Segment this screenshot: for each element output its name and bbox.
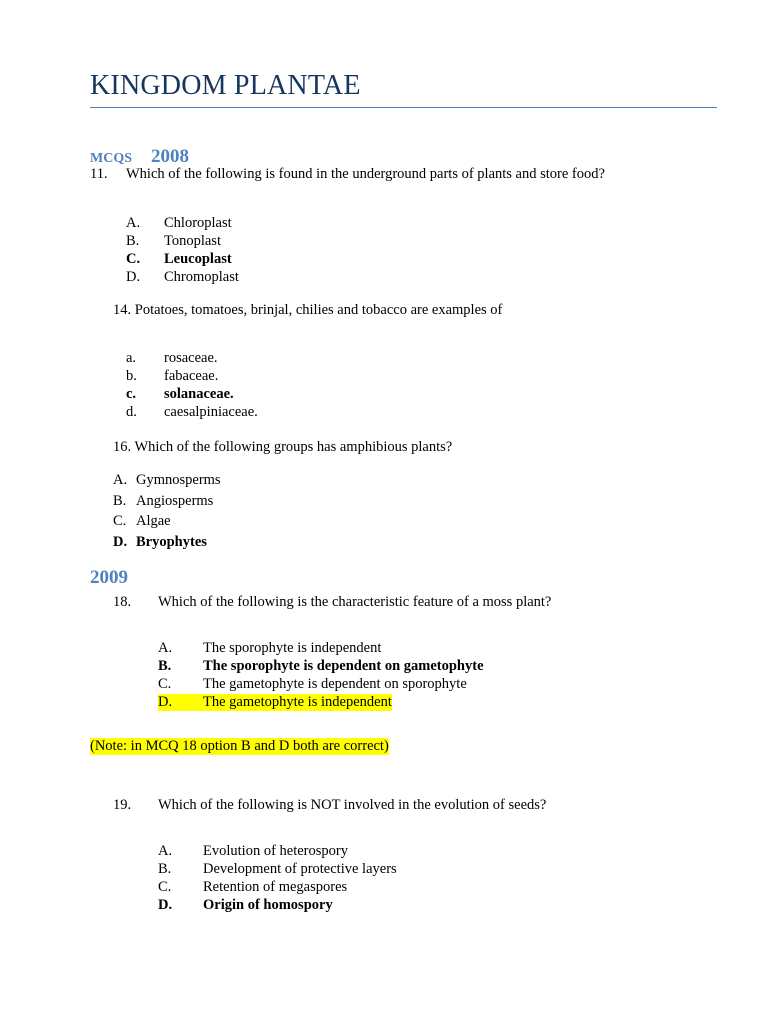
q16-option-b-text: Angiosperms (136, 493, 214, 509)
q19-option-c-text: Retention of megaspores (203, 879, 348, 895)
q19-option-a-letter: A. (158, 843, 173, 859)
q18-option-c-letter: C. (158, 676, 172, 692)
q19-option-d-text: Origin of homospory (203, 897, 333, 913)
q19-option-d-letter: D. (158, 897, 173, 913)
mcqs-label: MCQS (90, 151, 132, 166)
q16-option-a-text: Gymnosperms (136, 472, 221, 488)
question-18-number: 18. (113, 594, 132, 610)
q19-option-c-letter: C. (158, 879, 172, 895)
q19-option-b-letter: B. (158, 861, 172, 877)
q16-option-c-letter: C. (113, 513, 127, 529)
note-text: (Note: in MCQ 18 option B and D both are correct) (90, 738, 389, 754)
q11-option-b-letter: B. (126, 233, 140, 249)
q14-option-c-letter: c. (126, 386, 137, 402)
question-11-number: 11. (90, 166, 108, 182)
question-19-text: Which of the following is NOT involved in the evolution of seeds? (158, 797, 547, 813)
q11-option-b-text: Tonoplast (164, 233, 221, 249)
q18-option-b-letter: B. (158, 658, 172, 674)
question-14-text: 14. Potatoes, tomatoes, brinjal, chilies and tobacco are examples of (113, 302, 503, 318)
q19-option-b-text: Development of protective layers (203, 861, 397, 877)
page-title: KINGDOM PLANTAE (90, 70, 361, 101)
q11-option-d-letter: D. (126, 269, 141, 285)
q14-option-b-letter: b. (126, 368, 137, 384)
q11-option-d-text: Chromoplast (164, 269, 239, 285)
year-2008: 2008 (151, 146, 189, 167)
q11-option-a-text: Chloroplast (164, 215, 232, 231)
q11-option-c-text: Leucoplast (164, 251, 232, 267)
q18-option-c-text: The gametophyte is dependent on sporophyte (203, 676, 467, 692)
q16-option-c-text: Algae (136, 513, 171, 529)
q18-option-a-letter: A. (158, 640, 173, 656)
q18-option-a-text: The sporophyte is independent (203, 640, 382, 656)
q14-option-a-letter: a. (126, 350, 137, 366)
q16-option-d-letter: D. (113, 534, 128, 550)
question-11-text: Which of the following is found in the underground parts of plants and store food? (126, 166, 605, 182)
year-2009: 2009 (90, 567, 128, 588)
q16-option-a-letter: A. (113, 472, 128, 488)
q14-option-d-text: caesalpiniaceae. (164, 404, 258, 420)
section-heading-2008 (90, 146, 189, 168)
q16-option-b-letter: B. (113, 493, 127, 509)
q18-option-d-text: The gametophyte is independent (203, 694, 392, 710)
title-divider (90, 107, 717, 108)
question-16-text: 16. Which of the following groups has amphibious plants? (113, 439, 453, 455)
q11-option-c-letter: C. (126, 251, 141, 267)
q14-option-a-text: rosaceae. (164, 350, 218, 366)
q14-option-b-text: fabaceae. (164, 368, 219, 384)
q14-option-d-letter: d. (126, 404, 137, 420)
q11-option-a-letter: A. (126, 215, 141, 231)
q19-option-a-text: Evolution of heterospory (203, 843, 348, 859)
q18-option-b-text: The sporophyte is dependent on gametophyte (203, 658, 484, 674)
q18-option-d-letter: D. (158, 694, 203, 711)
question-18-text: Which of the following is the characteristic feature of a moss plant? (158, 594, 552, 610)
q14-option-c-text: solanaceae. (164, 386, 234, 402)
question-19-number: 19. (113, 797, 132, 813)
q16-option-d-text: Bryophytes (136, 534, 207, 550)
